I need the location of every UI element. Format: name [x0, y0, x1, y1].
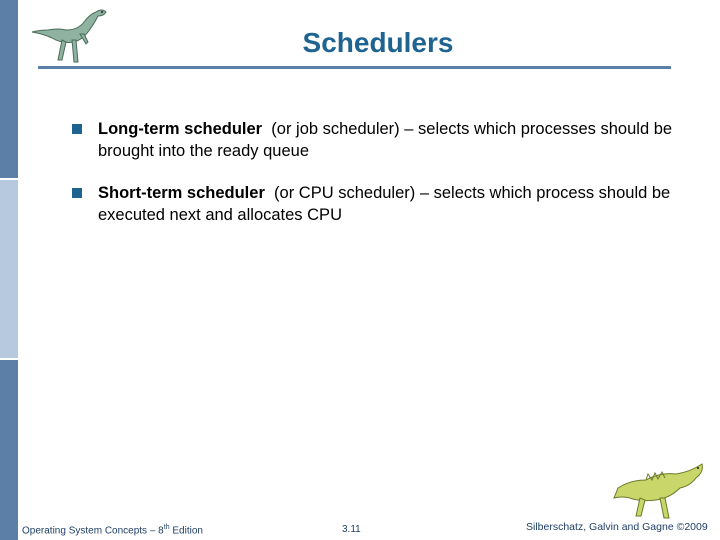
title-underline [38, 66, 671, 69]
sidebar-segment-bottom [0, 360, 18, 540]
footer-book-title: Operating System Concepts – 8th Edition [22, 524, 203, 537]
slide-title: Schedulers [302, 27, 454, 58]
bullet-term: Long-term scheduler [98, 120, 263, 138]
square-bullet-icon [72, 188, 82, 198]
bullet-list [70, 118, 690, 246]
bullet-item [70, 182, 690, 226]
bullet-text: (or job scheduler) – selects which processes should be brought into the ready queue [98, 120, 673, 160]
footer-page-number: 3.11 [342, 524, 361, 535]
square-bullet-icon [72, 124, 82, 134]
bullet-text: (or CPU scheduler) – selects which process should be executed next and allocates CPU [98, 184, 671, 224]
footer-copyright: Silberschatz, Galvin and Gagne ©2009 [526, 521, 708, 533]
bullet-term: Short-term scheduler [98, 184, 265, 202]
left-sidebar [0, 0, 18, 540]
dinosaur-bottom-icon [610, 458, 710, 522]
bullet-item [70, 118, 690, 162]
sidebar-segment-middle [0, 180, 18, 358]
